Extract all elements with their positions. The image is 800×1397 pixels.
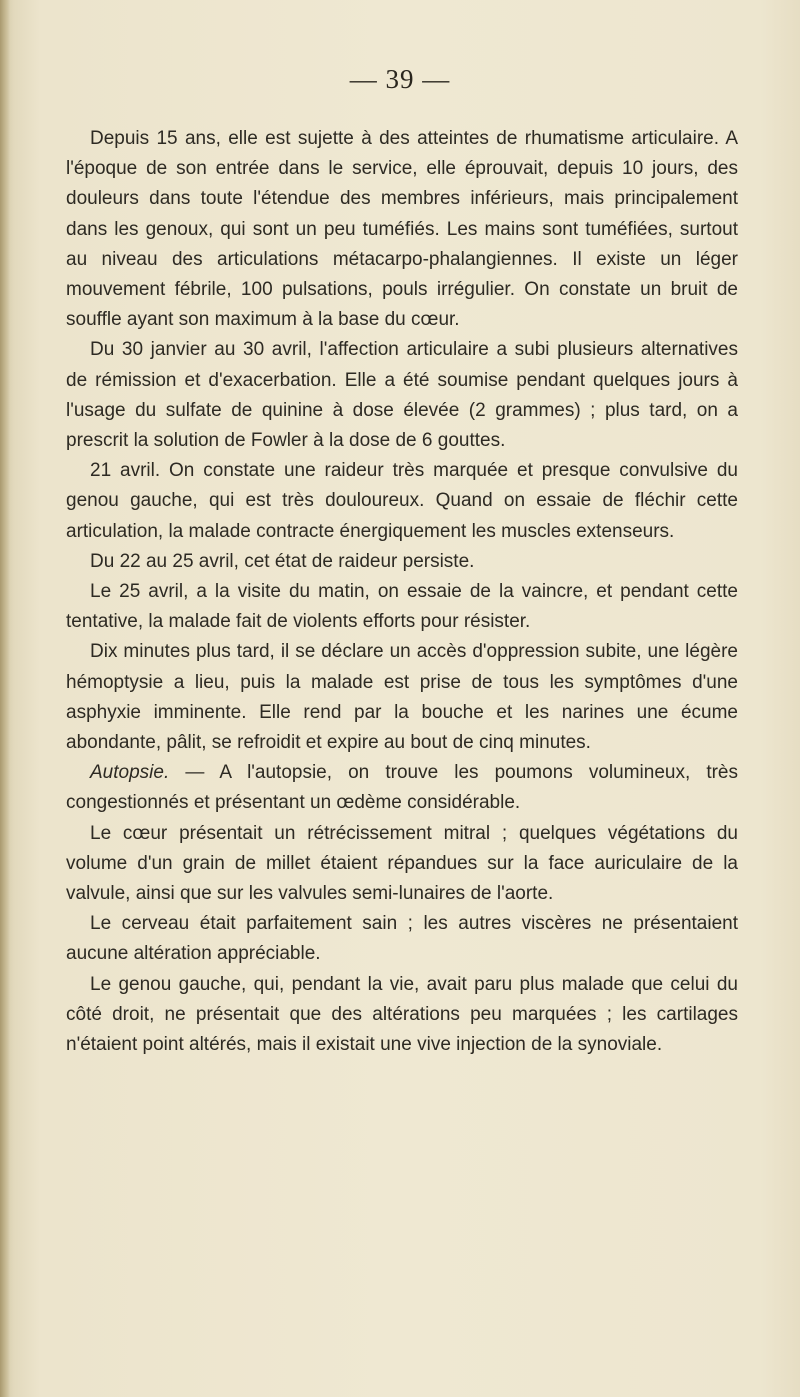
- autopsie-heading: Autopsie.: [90, 762, 170, 784]
- paragraph-coeur: Le cœur présentait un rétrécissement mitral ; quelques végétations du volume d'un grain de millet étaient répandues sur la face auriculaire de la valvule, ainsi que sur les valvules semi-lunaires de l'aorte.: [66, 822, 738, 905]
- autopsie-text: — A l'autopsie, on trouve les poumons volumineux, très congestionnés et présentant un œdème considérable.: [66, 762, 738, 814]
- paragraph-genou-gauche: Le genou gauche, qui, pendant la vie, avait paru plus malade que celui du côté droit, ne présentait que des altérations peu marquées ; les cartilages n'étaient point altérés, mais il existait une vive injection de la synoviale.: [66, 973, 738, 1056]
- paragraph-cerveau: Le cerveau était parfaitement sain ; les autres viscères ne présentaient aucune altération appréciable.: [66, 913, 738, 965]
- paragraph-janvier-avril: Du 30 janvier au 30 avril, l'affection articulaire a subi plusieurs alternatives de rémission et d'exacerbation. Elle a été soumise pendant quelques jours à l'usage du sulfate de quinine à dose élevée (2 grammes) ; plus tard, on a prescrit la solution de Fowler à la dose de 6 gouttes.: [66, 339, 738, 452]
- paragraph-autopsie: [66, 758, 738, 818]
- binding-shadow: [0, 0, 10, 1397]
- paragraph-dix-minutes: Dix minutes plus tard, il se déclare un accès d'oppression subite, une légère hémoptysie a lieu, puis la malade est prise de tous les symptômes d'une asphyxie imminente. Elle rend par la bouche et les narines une écume abondante, pâlit, se refroidit et expire au bout de cinq minutes.: [66, 641, 738, 754]
- paragraph-22-25-avril: Du 22 au 25 avril, cet état de raideur persiste.: [90, 550, 475, 572]
- paragraph-21-avril: 21 avril. On constate une raideur très marquée et presque convulsive du genou gauche, qui est très douloureux. Quand on essaie de fléchir cette articulation, la malade contracte énergiquement les muscles extenseurs.: [66, 460, 738, 542]
- paragraph-25-avril: Le 25 avril, a la visite du matin, on essaie de la vaincre, et pendant cette tentative, la malade fait de violents efforts pour résister.: [66, 581, 738, 633]
- page-number: — 39 —: [349, 64, 451, 94]
- body-text: [66, 124, 738, 1060]
- paragraph-rhumatisme: Depuis 15 ans, elle est sujette à des atteintes de rhumatisme articulaire. A l'époque de son entrée dans le service, elle éprouvait, depuis 10 jours, des douleurs dans toute l'étendue des membres inférieurs, mais principalement dans les genoux, qui sont un peu tuméfiés. Les mains sont tuméfiées, surtout au niveau des articulations métacarpo-phalangiennes. Il existe un léger mouvement fébrile, 100 pulsations, pouls irrégulier. On constate un bruit de souffle ayant son maximum à la base du cœur.: [66, 128, 738, 331]
